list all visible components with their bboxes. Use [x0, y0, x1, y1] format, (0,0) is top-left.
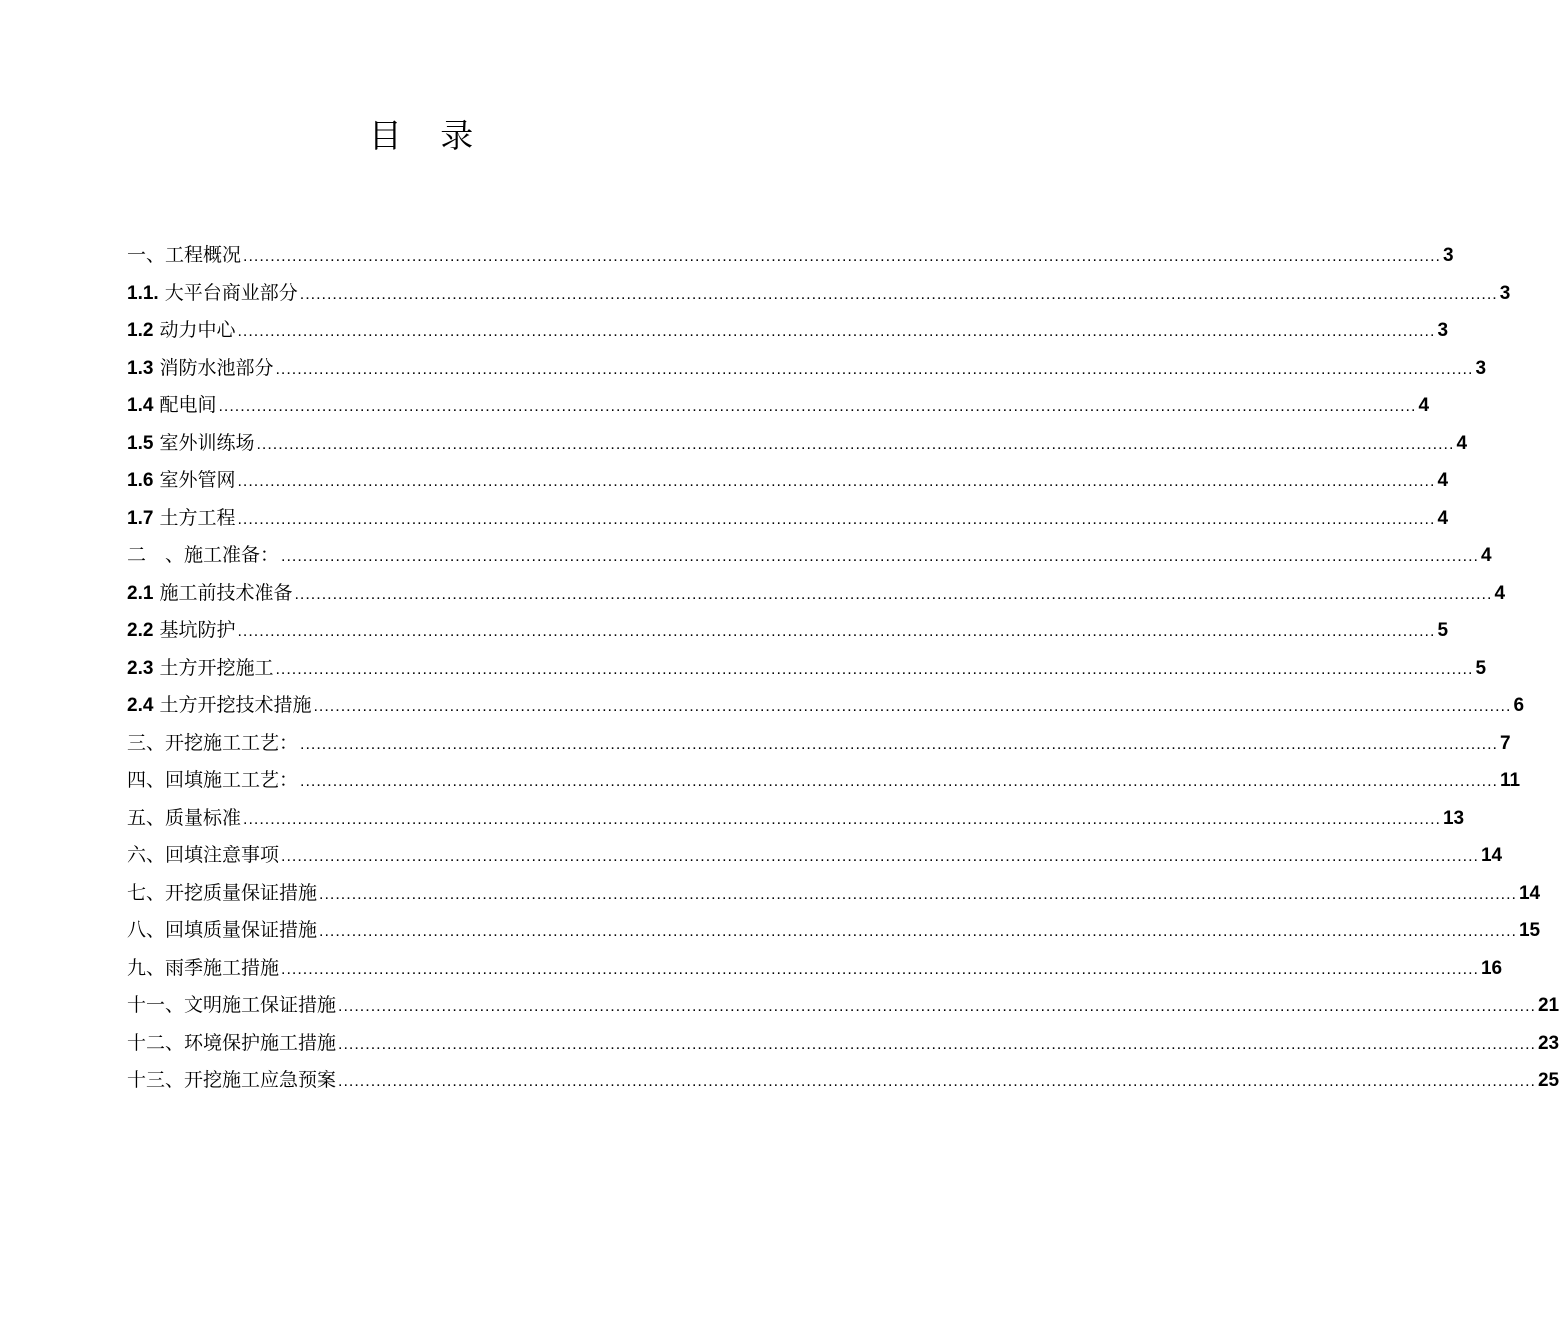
toc-entry-label — [127, 575, 292, 613]
toc-page-number: 16 — [1480, 957, 1503, 979]
toc-entry-label — [127, 462, 235, 500]
toc-entry-text: 室外管网 — [153, 469, 236, 491]
toc-entry-number: 1.3 — [127, 357, 154, 379]
toc-dot-leader: ............................................................................................................................................................................................................................ — [294, 585, 1493, 603]
toc-entry-text: 五、质量标准 — [127, 806, 242, 829]
toc-entry-text: 动力中心 — [153, 319, 236, 341]
toc-entry-label — [127, 950, 279, 988]
toc-page-number: 3 — [1499, 282, 1511, 304]
toc-entry-number: 1.7 — [127, 507, 154, 529]
toc-entry-number: 2.1 — [127, 582, 154, 604]
toc-entry-text: 三、开挖施工工艺： — [127, 731, 299, 754]
toc-page-number: 11 — [1499, 770, 1521, 791]
toc-entry[interactable] — [127, 912, 1541, 950]
toc-entry-number: 1.5 — [127, 432, 154, 454]
toc-dot-leader: ............................................................................................................................................................................................................................ — [319, 923, 1517, 940]
toc-entry[interactable] — [127, 650, 1487, 688]
toc-entry[interactable] — [127, 1062, 1559, 1100]
toc-entry[interactable] — [127, 575, 1506, 613]
toc-dot-leader: ............................................................................................................................................................................................................................ — [275, 360, 1474, 378]
toc-page-number: 6 — [1513, 695, 1525, 716]
toc-entry-text: 十三、开挖施工应急预案 — [127, 1069, 337, 1091]
toc-entry-text: 土方工程 — [153, 506, 236, 529]
toc-entry-number: 1.1. — [127, 282, 159, 304]
toc-page-number: 4 — [1418, 395, 1430, 416]
toc-entry-label — [127, 1025, 336, 1063]
toc-entry-label — [127, 350, 273, 388]
toc-entry-number: 2.4 — [127, 695, 154, 716]
toc-entry-text: 土方开挖施工 — [153, 656, 274, 679]
toc-entry-text: 基坑防护 — [153, 619, 236, 641]
toc-dot-leader: ............................................................................................................................................................................................................................ — [281, 848, 1479, 865]
toc-entry[interactable] — [127, 237, 1454, 275]
toc-page-number: 14 — [1518, 882, 1541, 904]
toc-page-number: 4 — [1494, 582, 1506, 604]
toc-dot-leader: ............................................................................................................................................................................................................................ — [237, 510, 1436, 528]
toc-entry-number: 2.3 — [127, 657, 154, 679]
toc-entry-text: 消防水池部分 — [153, 356, 274, 379]
toc-page-number: 3 — [1442, 245, 1454, 266]
toc-dot-leader: ............................................................................................................................................................................................................................ — [243, 810, 1441, 828]
toc-entry-label — [127, 425, 254, 463]
toc-entry[interactable] — [127, 725, 1511, 763]
toc-entry-text: 六、回填注意事项 — [127, 844, 280, 866]
page-title: 目 录 — [368, 116, 488, 155]
toc-entry-number: 1.6 — [127, 470, 154, 491]
toc-entry[interactable] — [127, 800, 1465, 838]
toc-entry[interactable] — [127, 537, 1492, 575]
toc-entry[interactable] — [127, 950, 1503, 988]
toc-dot-leader: ............................................................................................................................................................................................................................ — [338, 998, 1536, 1015]
toc-page-number: 5 — [1437, 620, 1449, 641]
toc-entry-label — [127, 612, 235, 650]
toc-entry[interactable] — [127, 462, 1449, 500]
toc-entry[interactable] — [127, 387, 1430, 425]
toc-dot-leader: ............................................................................................................................................................................................................................ — [256, 435, 1455, 453]
toc-dot-leader: ............................................................................................................................................................................................................................ — [319, 885, 1517, 903]
toc-page-number: 21 — [1537, 995, 1559, 1016]
toc-entry[interactable] — [127, 312, 1449, 350]
toc-entry-number: 2.2 — [127, 620, 154, 641]
toc-page-number: 3 — [1437, 320, 1449, 341]
toc-dot-leader: ............................................................................................................................................................................................................................ — [313, 698, 1512, 715]
toc-entry[interactable] — [127, 425, 1468, 463]
toc-entry-text: 七、开挖质量保证措施 — [127, 881, 318, 904]
toc-entry-label — [127, 500, 235, 538]
toc-entry-text: 土方开挖技术措施 — [153, 694, 312, 716]
toc-dot-leader: ............................................................................................................................................................................................................................ — [300, 773, 1498, 790]
toc-page-number: 4 — [1437, 470, 1449, 491]
toc-page-number: 4 — [1437, 507, 1449, 529]
toc-entry-label — [127, 687, 311, 725]
toc-entry-label — [127, 912, 317, 950]
toc-entry-text: 大平台商业部分 — [158, 281, 298, 304]
toc-page-number: 7 — [1499, 732, 1511, 754]
toc-entry-label — [127, 1062, 336, 1100]
toc-dot-leader: ............................................................................................................................................................................................................................ — [338, 1073, 1536, 1090]
toc-dot-leader: ............................................................................................................................................................................................................................ — [299, 285, 1498, 303]
toc-entry-text: 四、回填施工工艺： — [127, 769, 299, 791]
toc-dot-leader: ............................................................................................................................................................................................................................ — [281, 548, 1479, 565]
toc-dot-leader: ............................................................................................................................................................................................................................ — [338, 1035, 1536, 1053]
toc-page-number: 14 — [1480, 845, 1503, 866]
toc-entry-text: 十二、环境保护施工措施 — [127, 1031, 337, 1054]
toc-dot-leader: ............................................................................................................................................................................................................................ — [300, 735, 1498, 753]
toc-entry-number: 1.4 — [127, 395, 154, 416]
toc-page-number: 4 — [1480, 545, 1492, 566]
toc-entry-label — [127, 312, 235, 350]
toc-entry-text: 八、回填质量保证措施 — [127, 919, 318, 941]
toc-entry-number: 1.2 — [127, 320, 154, 341]
toc-entry-label — [127, 800, 241, 838]
toc-entry-text: 十一、文明施工保证措施 — [127, 994, 337, 1016]
toc-entry-label — [127, 275, 298, 313]
toc-entry-label — [127, 237, 241, 275]
toc-entry-text: 施工前技术准备 — [153, 581, 293, 604]
toc-entry[interactable] — [127, 350, 1487, 388]
toc-entry-label — [127, 537, 279, 575]
toc-page-number: 4 — [1456, 432, 1468, 454]
toc-entry[interactable] — [127, 837, 1503, 875]
toc-entry-text: 九、雨季施工措施 — [127, 956, 280, 979]
toc-entry[interactable] — [127, 762, 1521, 800]
toc-entry[interactable] — [127, 987, 1559, 1025]
toc-entry-text: 二 、施工准备： — [127, 544, 280, 566]
toc-entry-label — [127, 387, 216, 425]
table-of-contents — [127, 237, 1559, 1100]
toc-entry-text: 室外训练场 — [153, 431, 255, 454]
toc-entry-label — [127, 837, 279, 875]
toc-dot-leader: ............................................................................................................................................................................................................................ — [275, 660, 1474, 678]
toc-dot-leader: ............................................................................................................................................................................................................................ — [218, 398, 1417, 415]
toc-page-number: 13 — [1442, 807, 1465, 829]
toc-dot-leader: ............................................................................................................................................................................................................................ — [237, 473, 1436, 490]
toc-entry-label — [127, 762, 298, 800]
toc-page-number: 5 — [1475, 657, 1487, 679]
toc-entry[interactable] — [127, 1025, 1559, 1063]
toc-entry[interactable] — [127, 687, 1525, 725]
toc-entry-label — [127, 725, 298, 763]
toc-entry[interactable] — [127, 275, 1511, 313]
toc-page-number: 3 — [1475, 357, 1487, 379]
toc-dot-leader: ............................................................................................................................................................................................................................ — [243, 248, 1441, 265]
toc-dot-leader: ............................................................................................................................................................................................................................ — [237, 623, 1436, 640]
toc-entry-label — [127, 650, 273, 688]
toc-page-number: 15 — [1518, 920, 1541, 941]
toc-entry-label — [127, 987, 336, 1025]
toc-entry-text: 一、工程概况 — [127, 244, 242, 266]
toc-page-number: 23 — [1537, 1032, 1559, 1054]
toc-dot-leader: ............................................................................................................................................................................................................................ — [237, 323, 1436, 340]
toc-entry[interactable] — [127, 612, 1449, 650]
toc-entry-label — [127, 875, 317, 913]
toc-entry[interactable] — [127, 500, 1449, 538]
toc-entry-text: 配电间 — [153, 394, 217, 416]
toc-dot-leader: ............................................................................................................................................................................................................................ — [281, 960, 1479, 978]
toc-page-number: 25 — [1537, 1070, 1559, 1091]
toc-entry[interactable] — [127, 875, 1541, 913]
